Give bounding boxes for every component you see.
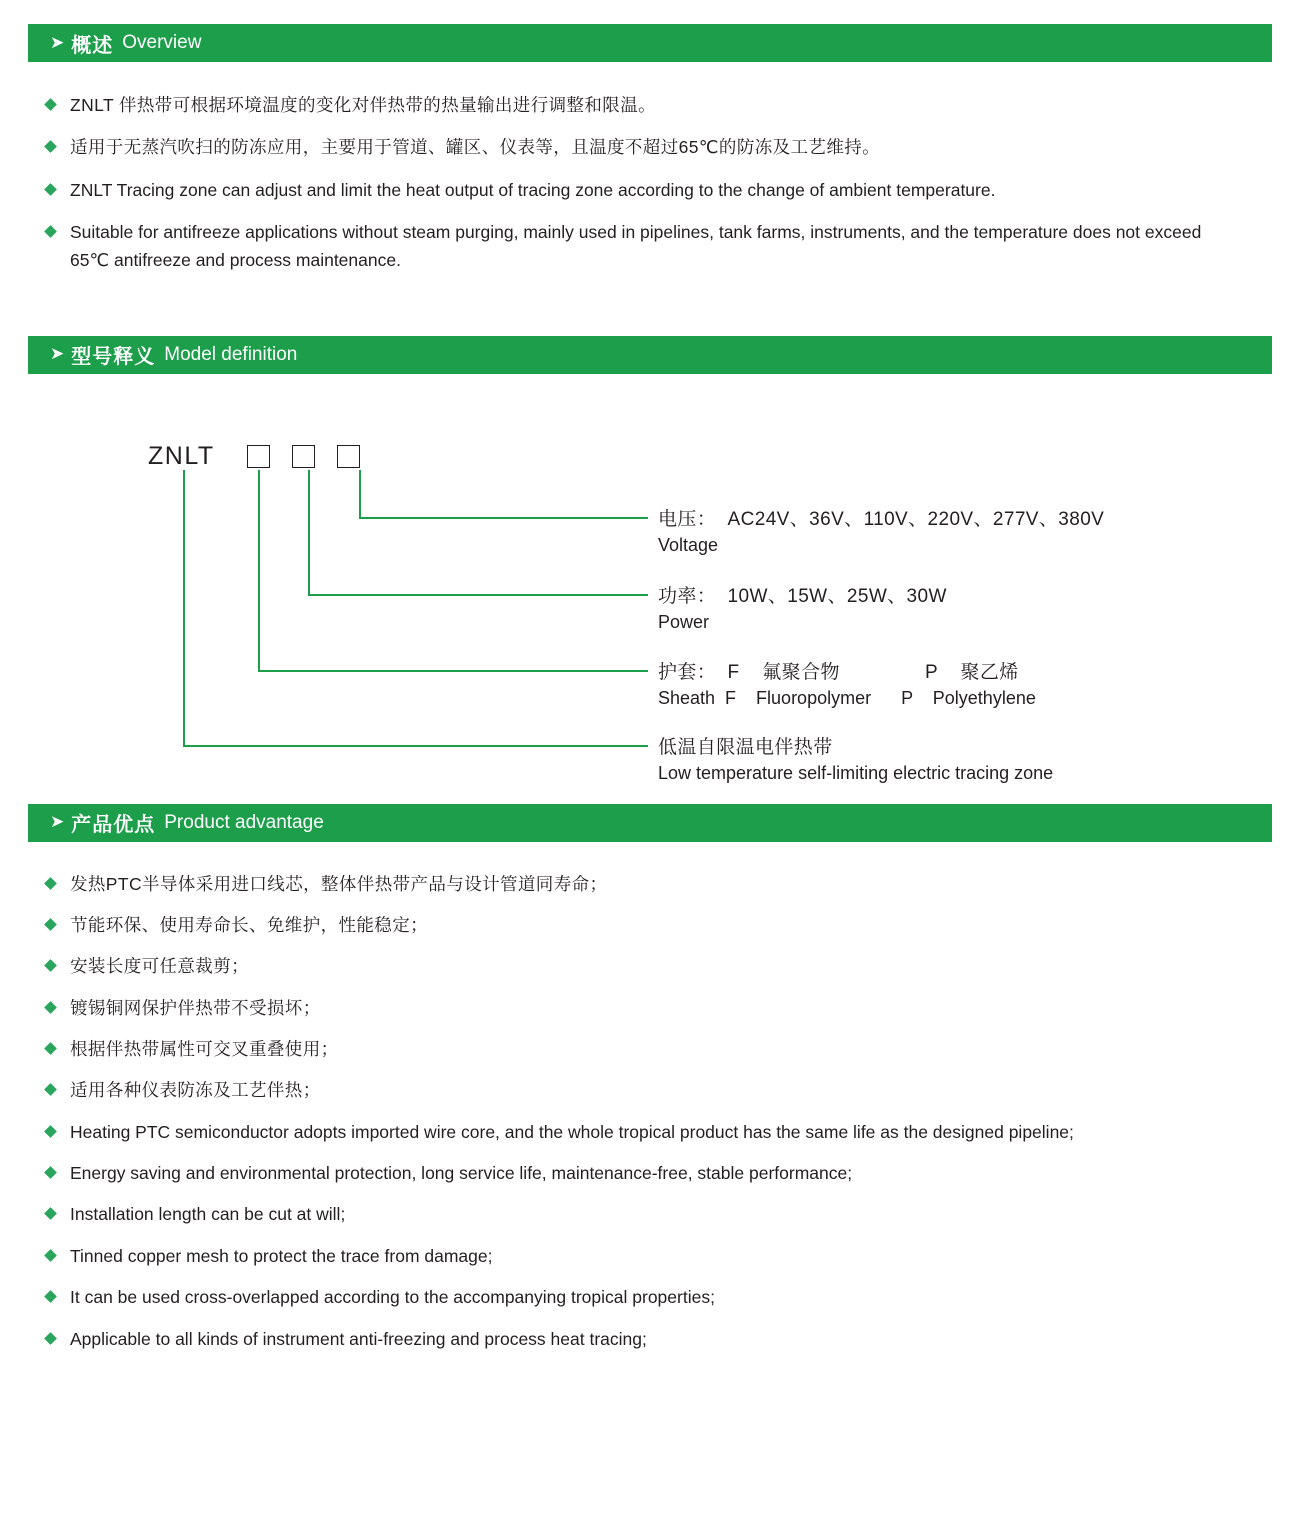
- list-item: [0, 952, 1300, 980]
- model-code-prefix: ZNLT: [148, 441, 215, 470]
- list-item: [0, 911, 1300, 939]
- leader-lines: [0, 384, 1300, 804]
- arrow-icon: ➤: [50, 344, 65, 364]
- list-item: [0, 91, 1300, 119]
- list-item-text: 发热PTC半导体采用进口线芯，整体伴热带产品与设计管道同寿命；: [70, 873, 608, 894]
- list-item-text: Energy saving and environmental protection, long service life, maintenance-free, stable performance;: [70, 1163, 853, 1184]
- section-title-en: Model definition: [164, 343, 298, 365]
- bullet-diamond-icon: [44, 1166, 57, 1179]
- list-item: [0, 870, 1300, 898]
- bullet-diamond-icon: [44, 877, 57, 890]
- list-item-text: It can be used cross-overlapped according to the accompanying tropical properties;: [70, 1287, 715, 1308]
- list-item-text: 适用各种仪表防冻及工艺伴热；: [70, 1080, 321, 1101]
- list-item: [0, 176, 1300, 204]
- section-title-en: Product advantage: [164, 811, 324, 833]
- bullet-diamond-icon: [44, 1208, 57, 1221]
- bullet-diamond-icon: [44, 140, 57, 153]
- bullet-diamond-icon: [44, 1332, 57, 1345]
- bullet-diamond-icon: [44, 1290, 57, 1303]
- list-item: [0, 1159, 1300, 1187]
- list-item: [0, 994, 1300, 1022]
- list-item: [0, 218, 1300, 275]
- section-header-advantage: [28, 804, 1272, 842]
- arrow-icon: ➤: [50, 32, 65, 52]
- bullet-diamond-icon: [44, 183, 57, 196]
- bullet-diamond-icon: [44, 960, 57, 973]
- section-model-definition: [0, 336, 1300, 804]
- section-title-en: Overview: [122, 32, 202, 53]
- list-item-text: Applicable to all kinds of instrument anti-freezing and process heat tracing;: [70, 1328, 647, 1349]
- legend-voltage: [658, 504, 1104, 556]
- bullet-diamond-icon: [44, 98, 57, 111]
- list-item-text: Tinned copper mesh to protect the trace from damage;: [70, 1245, 493, 1266]
- list-item: [0, 1283, 1300, 1311]
- legend-sheath-en: Sheath F Fluoropolymer P Polyethylene: [658, 687, 1036, 708]
- list-item-text: 镀锡铜网保护伴热带不受损坏；: [70, 997, 321, 1018]
- bullet-diamond-icon: [44, 918, 57, 931]
- legend-voltage-cn: 电压： AC24V、36V、110V、220V、277V、380V: [658, 508, 1105, 530]
- list-item: [0, 1325, 1300, 1353]
- bullet-diamond-icon: [44, 1042, 57, 1055]
- legend-voltage-en: Voltage: [658, 534, 719, 555]
- legend-product-name: [658, 732, 1053, 784]
- section-product-advantage: [0, 804, 1300, 1353]
- legend-sheath-cn: 护套： F 氟聚合物 P 聚乙烯: [658, 661, 1019, 683]
- list-item-text: 安装长度可任意裁剪；: [70, 956, 249, 977]
- bullet-diamond-icon: [44, 1001, 57, 1014]
- list-item-text: ZNLT 伴热带可根据环境温度的变化对伴热带的热量输出进行调整和限温。: [70, 95, 656, 115]
- list-item-text: 根据伴热带属性可交叉重叠使用；: [70, 1039, 339, 1060]
- list-item-text: 节能环保、使用寿命长、免维护，性能稳定；: [70, 915, 428, 936]
- list-item: [0, 1118, 1300, 1146]
- legend-name-en: Low temperature self-limiting electric tracing zone: [658, 762, 1054, 783]
- arrow-icon: ➤: [50, 812, 65, 832]
- list-item: [0, 1076, 1300, 1104]
- list-item: [0, 1242, 1300, 1270]
- bullet-diamond-icon: [44, 1084, 57, 1097]
- list-item: [0, 1035, 1300, 1063]
- legend-power: [658, 581, 947, 633]
- list-item-text: Heating PTC semiconductor adopts imported wire core, and the whole tropical product has the same life as the designed pipeline;: [70, 1121, 1074, 1142]
- section-title-cn: 型号释义: [71, 346, 156, 369]
- bullet-diamond-icon: [44, 225, 57, 238]
- section-overview: [0, 0, 1300, 275]
- model-definition-diagram: [0, 384, 1300, 804]
- list-item: [0, 1200, 1300, 1228]
- section-title-cn: 概述: [71, 34, 114, 57]
- legend-name-cn: 低温自限温电伴热带: [658, 736, 833, 758]
- overview-bullet-list: [0, 91, 1300, 275]
- list-item-text: ZNLT Tracing zone can adjust and limit the heat output of tracing zone according to the change of ambient temperature.: [70, 179, 996, 200]
- legend-sheath: [658, 657, 1036, 709]
- bullet-diamond-icon: [44, 1249, 57, 1262]
- legend-power-en: Power: [658, 611, 710, 632]
- legend-power-cn: 功率： 10W、15W、25W、30W: [658, 585, 947, 607]
- list-item: [0, 133, 1300, 161]
- bullet-diamond-icon: [44, 1125, 57, 1138]
- section-title-cn: 产品优点: [71, 814, 156, 837]
- list-item-text: Installation length can be cut at will;: [70, 1204, 346, 1225]
- section-header-overview: [28, 24, 1272, 62]
- advantage-bullet-list: [0, 870, 1300, 1353]
- section-header-model: [28, 336, 1272, 374]
- list-item-text: Suitable for antifreeze applications without steam purging, mainly used in pipelines, tank farms, instruments, and the temperature does not exceed 65℃ antifreeze and process maintenance.: [70, 222, 1202, 271]
- list-item-text: 适用于无蒸汽吹扫的防冻应用，主要用于管道、罐区、仪表等，且温度不超过65℃的防冻及工艺维持。: [70, 137, 881, 158]
